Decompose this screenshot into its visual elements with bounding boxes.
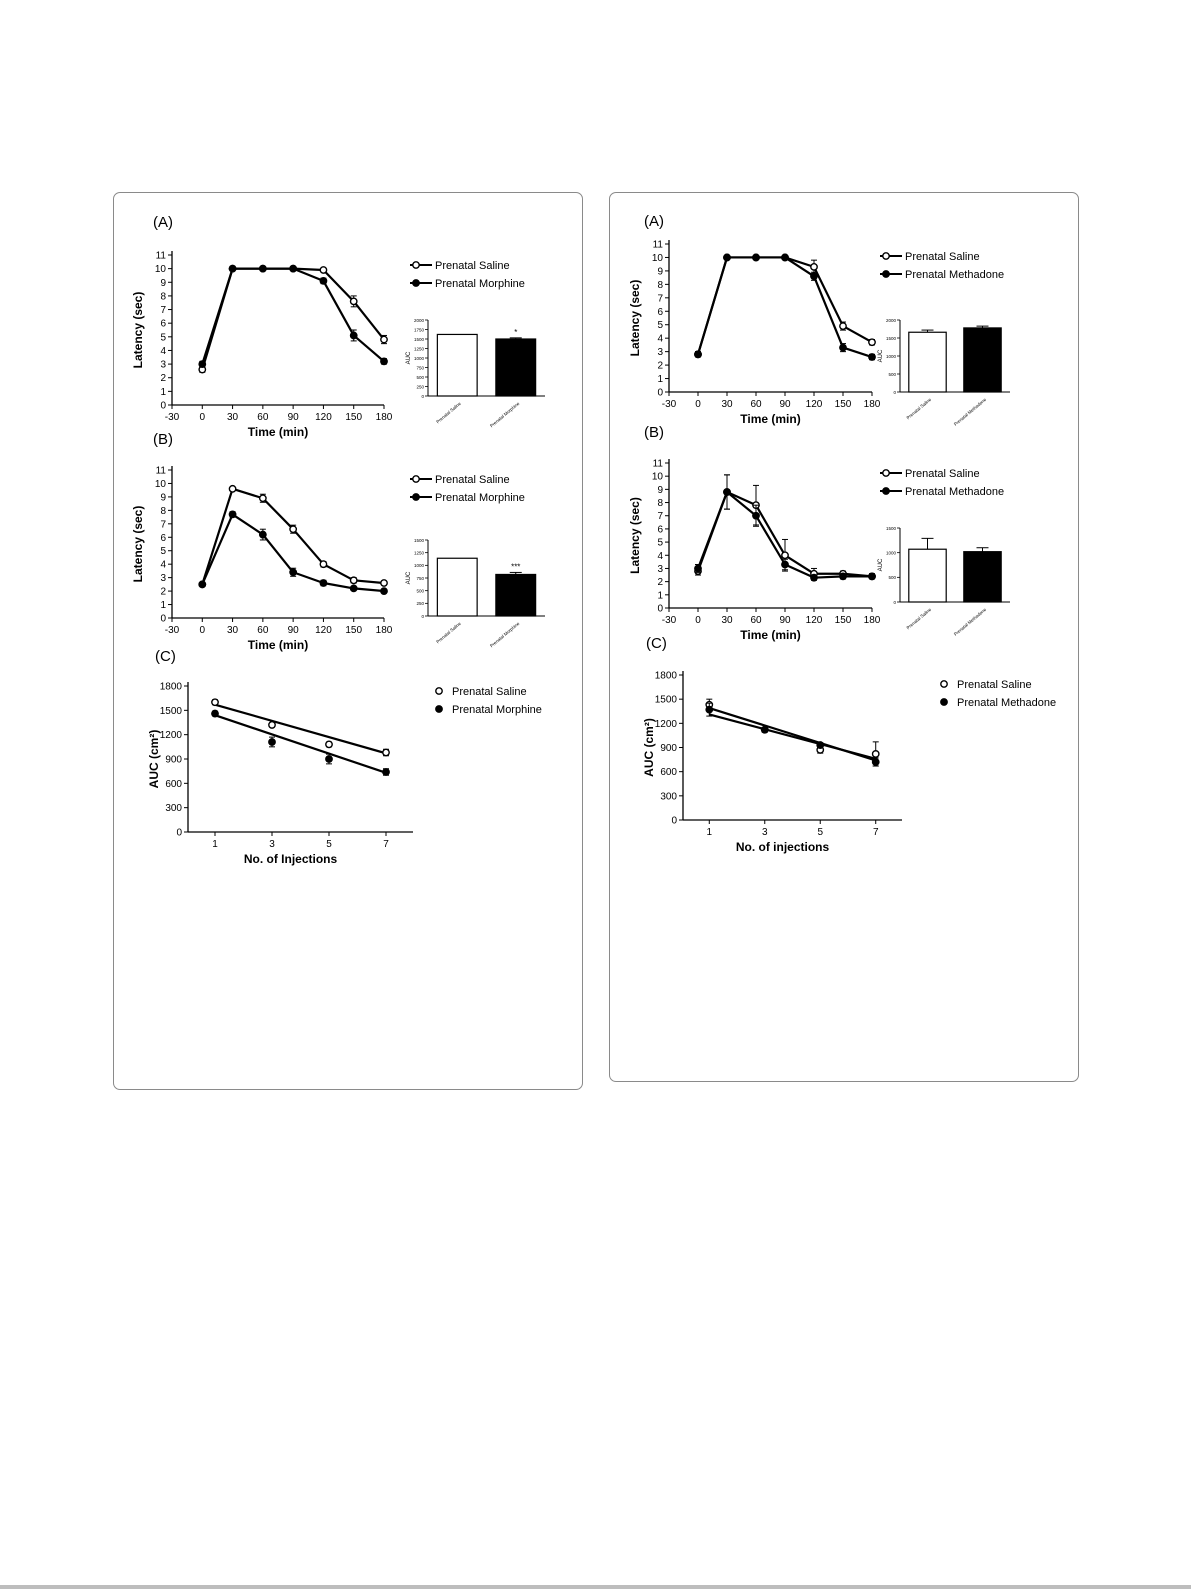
data-point <box>811 574 818 581</box>
x-tick-label: 150 <box>345 412 363 423</box>
data-point <box>290 569 297 576</box>
y-tick-label: 4 <box>160 559 166 571</box>
series-open-group <box>199 265 387 372</box>
y-tick-label: 1500 <box>159 705 182 717</box>
y-axis-title: Latency (sec) <box>628 497 642 574</box>
x-tick-label: 60 <box>750 399 762 410</box>
data-point <box>229 486 235 492</box>
x-tick-label: 150 <box>834 399 852 410</box>
bar-y-tick-label: 0 <box>421 393 424 399</box>
y-tick-label: 6 <box>657 524 663 536</box>
y-tick-label: 10 <box>651 471 663 483</box>
series-filled-group <box>695 475 876 581</box>
regression-line <box>709 708 875 760</box>
y-tick-label: 8 <box>160 505 166 517</box>
y-axis-title: AUC (cm²) <box>147 729 161 789</box>
legend-marker <box>883 470 889 476</box>
bar-category-label: Prenatal Methadone <box>952 606 988 637</box>
y-tick-label: 900 <box>165 754 182 766</box>
y-tick-label: 11 <box>155 465 166 477</box>
regression-line <box>215 705 386 754</box>
fig1-panel1-line-chart <box>628 459 881 643</box>
y-tick-label: 10 <box>651 252 663 264</box>
bar-y-axis-title: AUC <box>878 558 884 572</box>
y-tick-label: 0 <box>657 603 663 615</box>
data-point <box>199 361 206 368</box>
y-tick-label: 11 <box>652 458 663 470</box>
fig1-panel0-bar-chart <box>878 318 1010 427</box>
bar-y-tick-label: 1750 <box>413 327 424 333</box>
data-point <box>229 511 236 518</box>
data-point <box>290 265 297 272</box>
fig0-panel0-line-chart <box>131 251 393 440</box>
x-tick-label: 120 <box>805 615 823 626</box>
data-point <box>320 278 327 285</box>
bar-y-tick-label: 1000 <box>413 355 424 361</box>
series-filled-group <box>212 710 390 775</box>
bar-category-label: Prenatal Saline <box>905 396 933 421</box>
data-point <box>383 769 390 776</box>
bar-category-label: Prenatal Methadone <box>952 396 988 427</box>
y-tick-label: 7 <box>160 519 166 531</box>
bar <box>964 328 1001 392</box>
legend-label: Prenatal Saline <box>435 260 510 272</box>
y-tick-label: 9 <box>657 266 663 278</box>
y-tick-label: 600 <box>165 778 182 790</box>
data-point <box>320 267 326 273</box>
data-point <box>212 699 218 705</box>
y-tick-label: 4 <box>160 345 166 357</box>
bar-y-tick-label: 0 <box>893 599 896 605</box>
y-tick-label: 9 <box>160 492 166 504</box>
y-tick-label: 9 <box>160 277 166 289</box>
data-point <box>381 580 387 586</box>
x-tick-label: 0 <box>199 412 206 423</box>
series-open-group <box>212 699 389 756</box>
fig0-panel0-legend <box>410 260 525 290</box>
bar-y-tick-label: 750 <box>416 365 424 371</box>
fig0-panel1-legend <box>410 474 525 504</box>
data-point <box>817 742 824 749</box>
y-tick-label: 3 <box>160 573 166 585</box>
x-tick-label: 150 <box>345 625 363 636</box>
y-tick-label: 2 <box>160 586 166 598</box>
series-filled-group <box>199 511 388 594</box>
y-tick-label: 11 <box>652 239 663 251</box>
y-tick-label: 2 <box>657 577 663 589</box>
fig1-panel2-line-chart <box>642 671 902 855</box>
data-point <box>320 580 327 587</box>
bar-category-label: Prenatal Morphine <box>489 620 521 649</box>
legend-label: Prenatal Morphine <box>435 492 525 504</box>
bar <box>437 334 477 396</box>
y-tick-label: 9 <box>657 484 663 496</box>
legend-marker <box>413 280 420 287</box>
legend-marker <box>883 253 889 259</box>
legend-label: Prenatal Morphine <box>435 278 525 290</box>
significance-mark: *** <box>511 562 521 572</box>
y-tick-label: 0 <box>176 827 182 839</box>
x-tick-label: 120 <box>315 412 332 423</box>
bar-category-label: Prenatal Saline <box>435 400 462 425</box>
x-tick-label: 1 <box>212 839 218 850</box>
bar <box>909 332 946 392</box>
x-tick-label: 180 <box>863 399 881 410</box>
y-tick-label: 8 <box>657 498 663 510</box>
x-tick-label: 1 <box>706 827 713 838</box>
data-point <box>840 573 847 580</box>
data-point <box>259 531 266 538</box>
data-point <box>869 354 876 361</box>
data-point <box>811 264 817 270</box>
y-tick-label: 0 <box>671 815 677 827</box>
legend-label: Prenatal Methadone <box>957 697 1057 709</box>
data-point <box>260 495 266 501</box>
fig1-panel2-legend <box>941 679 1056 709</box>
y-tick-label: 2 <box>657 360 663 372</box>
y-tick-label: 2 <box>160 373 166 385</box>
series-filled-group <box>706 703 879 766</box>
y-tick-label: 7 <box>160 305 166 317</box>
legend-marker <box>883 488 890 495</box>
bar-category-label: Prenatal Morphine <box>489 400 521 429</box>
data-point <box>326 756 333 763</box>
x-tick-label: 3 <box>269 839 275 850</box>
bar-y-tick-label: 0 <box>893 389 896 395</box>
series-line <box>202 269 384 364</box>
panel-label: (A) <box>153 214 173 231</box>
y-tick-label: 300 <box>660 791 677 803</box>
y-tick-label: 0 <box>160 400 166 412</box>
legend-marker <box>436 706 443 713</box>
y-tick-label: 900 <box>660 743 677 754</box>
bar-y-axis-title: AUC <box>878 349 884 363</box>
data-point <box>840 323 846 329</box>
data-point <box>381 358 388 365</box>
data-point <box>269 722 275 728</box>
bar-y-tick-label: 250 <box>416 601 424 607</box>
panel-label: (C) <box>155 648 176 665</box>
data-point <box>753 254 760 261</box>
bar-y-tick-label: 1000 <box>885 550 896 556</box>
x-axis-title: Time (min) <box>247 638 309 652</box>
series-line <box>698 257 872 354</box>
x-tick-label: 7 <box>383 839 389 850</box>
y-tick-label: 1 <box>160 386 166 398</box>
series-filled-group <box>199 265 388 367</box>
y-tick-label: 8 <box>160 291 166 303</box>
y-tick-label: 6 <box>657 306 663 318</box>
y-tick-label: 300 <box>165 803 182 815</box>
y-tick-label: 11 <box>155 250 166 262</box>
bar-y-tick-label: 1500 <box>413 336 424 342</box>
fig0-panel2-line-chart <box>147 682 413 867</box>
bar-y-tick-label: 250 <box>416 384 424 390</box>
data-point <box>869 339 875 345</box>
data-point <box>351 298 357 304</box>
bar-y-tick-label: 1500 <box>885 525 896 531</box>
y-tick-label: 0 <box>160 613 166 625</box>
data-point <box>724 489 731 496</box>
data-point <box>706 706 713 713</box>
bar-category-label: Prenatal Saline <box>435 620 462 645</box>
x-tick-label: 30 <box>227 412 239 423</box>
bar-y-tick-label: 2000 <box>413 317 424 323</box>
legend-label: Prenatal Methadone <box>905 486 1005 498</box>
fig0-panel1-bar-chart <box>406 538 545 649</box>
data-point <box>229 265 236 272</box>
x-tick-label: 0 <box>695 399 701 410</box>
x-tick-label: -30 <box>661 399 677 410</box>
x-tick-label: 0 <box>199 625 206 636</box>
data-point <box>269 739 276 746</box>
data-point <box>381 336 387 342</box>
bar <box>964 552 1001 602</box>
bar-y-tick-label: 2000 <box>885 317 896 323</box>
series-filled-group <box>695 254 876 360</box>
y-tick-label: 5 <box>160 546 166 558</box>
data-point <box>212 710 219 717</box>
y-axis-title: Latency (sec) <box>131 505 145 583</box>
y-tick-label: 8 <box>657 279 663 291</box>
legend-label: Prenatal Saline <box>452 686 527 698</box>
y-tick-label: 10 <box>154 264 166 276</box>
data-point <box>290 526 296 532</box>
series-line <box>202 269 384 370</box>
bar-y-tick-label: 1000 <box>413 563 424 569</box>
x-tick-label: 90 <box>779 615 791 626</box>
y-axis-title: Latency (sec) <box>131 291 145 369</box>
data-point <box>724 254 731 261</box>
legend-marker <box>413 262 419 268</box>
data-point <box>259 265 266 272</box>
x-tick-label: 0 <box>695 615 701 626</box>
data-point <box>320 561 326 567</box>
x-axis-title: Time (min) <box>740 412 801 426</box>
y-tick-label: 600 <box>660 767 677 779</box>
x-tick-label: 7 <box>872 827 879 838</box>
x-tick-label: 180 <box>375 412 393 423</box>
data-point <box>383 749 389 755</box>
legend-marker <box>941 699 948 706</box>
y-tick-label: 10 <box>154 478 166 490</box>
data-point <box>695 565 702 572</box>
panel-label: (B) <box>644 424 664 441</box>
fig0-panel1-line-chart <box>131 466 393 653</box>
bar <box>437 558 477 616</box>
y-tick-label: 1800 <box>654 670 677 682</box>
data-point <box>872 759 879 766</box>
bar-y-tick-label: 0 <box>421 613 424 619</box>
regression-line <box>215 715 386 773</box>
y-axis-title: Latency (sec) <box>628 279 642 357</box>
y-tick-label: 3 <box>657 347 663 359</box>
bar-y-tick-label: 750 <box>416 575 424 581</box>
significance-mark: * <box>514 327 518 337</box>
bar <box>496 574 536 616</box>
y-tick-label: 1500 <box>654 694 677 706</box>
data-point <box>782 254 789 261</box>
fig1-panel0-line-chart <box>628 240 881 427</box>
x-tick-label: 30 <box>227 625 239 636</box>
legend-label: Prenatal Methadone <box>905 269 1005 281</box>
x-tick-label: 3 <box>761 827 768 838</box>
y-tick-label: 7 <box>657 293 663 305</box>
x-tick-label: 150 <box>834 615 852 626</box>
y-tick-label: 0 <box>657 387 663 399</box>
bar-y-tick-label: 500 <box>416 588 424 594</box>
data-point <box>782 561 789 568</box>
y-tick-label: 5 <box>657 320 663 332</box>
bar-y-tick-label: 500 <box>888 575 896 581</box>
x-tick-label: 30 <box>721 615 733 626</box>
data-point <box>873 751 879 757</box>
data-point <box>350 332 357 339</box>
y-tick-label: 1 <box>160 600 166 612</box>
x-axis-title: No. of Injections <box>243 852 338 866</box>
x-axis-title: Time (min) <box>740 628 801 642</box>
x-tick-label: 60 <box>257 625 269 636</box>
x-tick-label: -30 <box>661 615 677 626</box>
x-tick-label: 90 <box>287 625 299 636</box>
bar-y-axis-title: AUC <box>406 571 412 585</box>
x-tick-label: 60 <box>750 615 762 626</box>
x-tick-label: -30 <box>164 412 180 423</box>
data-point <box>326 741 332 747</box>
legend-label: Prenatal Morphine <box>452 704 542 716</box>
legend-label: Prenatal Saline <box>905 468 980 480</box>
series-open-group <box>706 699 879 766</box>
y-tick-label: 1800 <box>159 681 182 693</box>
x-tick-label: 180 <box>863 615 881 626</box>
bar-category-label: Prenatal Saline <box>905 606 933 631</box>
y-tick-label: 7 <box>657 511 663 523</box>
fig1-panel1-bar-chart <box>878 526 1010 637</box>
legend-marker <box>413 476 419 482</box>
bar-y-tick-label: 1250 <box>413 550 424 556</box>
x-tick-label: 90 <box>779 399 791 410</box>
x-tick-label: 30 <box>721 399 733 410</box>
y-tick-label: 4 <box>657 550 663 562</box>
x-tick-label: 5 <box>326 839 332 850</box>
fig1-panel1-legend <box>880 468 1004 498</box>
data-point <box>199 581 206 588</box>
y-tick-label: 4 <box>657 333 663 345</box>
data-point <box>869 573 876 580</box>
bar-y-tick-label: 1500 <box>885 335 896 341</box>
y-tick-label: 3 <box>160 359 166 371</box>
legend-marker <box>413 494 420 501</box>
legend-label: Prenatal Saline <box>905 251 980 263</box>
data-point <box>350 585 357 592</box>
legend-marker <box>941 681 947 687</box>
x-tick-label: 120 <box>805 399 823 410</box>
bar-y-tick-label: 1500 <box>413 537 424 543</box>
data-point <box>753 512 760 519</box>
bar-y-tick-label: 500 <box>888 371 896 377</box>
data-point <box>761 726 768 733</box>
series-open-group <box>695 254 875 357</box>
series-line <box>698 257 872 357</box>
x-tick-label: 60 <box>257 412 269 423</box>
bar-y-axis-title: AUC <box>406 351 412 365</box>
data-point <box>840 344 847 351</box>
y-tick-label: 6 <box>160 318 166 330</box>
y-tick-label: 1 <box>657 590 663 602</box>
bar-y-tick-label: 500 <box>416 374 424 380</box>
bar-y-tick-label: 1000 <box>885 353 896 359</box>
y-tick-label: 6 <box>160 532 166 544</box>
data-point <box>381 588 388 595</box>
y-axis-title: AUC (cm²) <box>642 718 656 777</box>
fig0-panel0-bar-chart <box>406 318 545 429</box>
x-tick-label: 5 <box>817 827 824 838</box>
data-point <box>811 273 818 280</box>
x-tick-label: 120 <box>315 625 332 636</box>
legend-marker <box>436 688 442 694</box>
x-tick-label: -30 <box>164 625 180 636</box>
x-tick-label: 180 <box>375 625 393 636</box>
y-tick-label: 5 <box>160 332 166 344</box>
panel-label: (B) <box>153 431 173 448</box>
legend-label: Prenatal Saline <box>957 679 1032 691</box>
fig0-panel2-legend <box>436 686 542 716</box>
fig1-panel0-legend <box>880 251 1004 281</box>
data-point <box>782 552 788 558</box>
legend-marker <box>883 271 890 278</box>
y-tick-label: 3 <box>657 563 663 575</box>
y-tick-label: 1200 <box>654 718 677 730</box>
y-tick-label: 1200 <box>159 730 182 742</box>
bar <box>909 549 946 602</box>
panel-label: (C) <box>646 635 667 652</box>
x-axis-title: Time (min) <box>247 425 309 439</box>
bar <box>496 339 536 396</box>
x-tick-label: 90 <box>287 412 299 423</box>
x-axis-title: No. of injections <box>735 840 830 854</box>
y-tick-label: 5 <box>657 537 663 549</box>
bar-y-tick-label: 1250 <box>413 346 424 352</box>
data-point <box>695 351 702 358</box>
y-tick-label: 1 <box>657 374 663 386</box>
panel-label: (A) <box>644 213 664 230</box>
data-point <box>351 577 357 583</box>
legend-label: Prenatal Saline <box>435 474 510 486</box>
